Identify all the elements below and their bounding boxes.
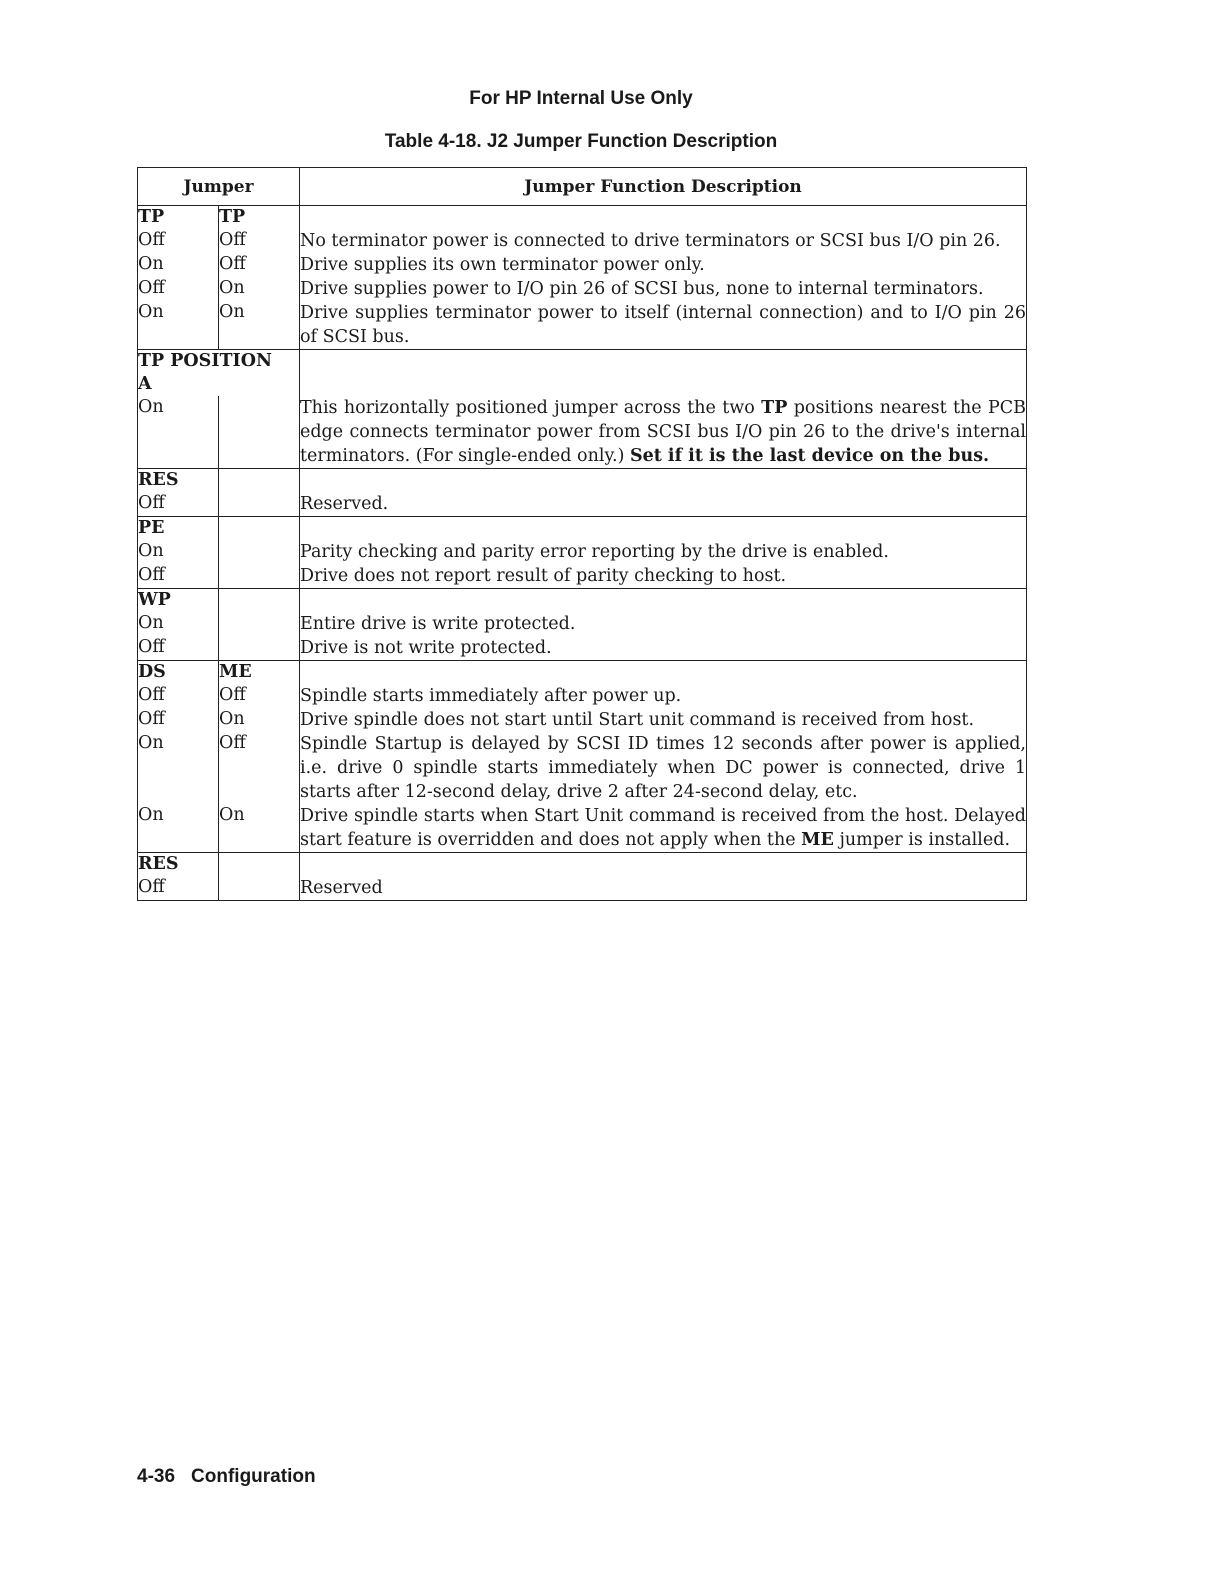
function-description: Drive does not report result of parity checking to host. [300,564,1027,589]
jumper-setting: On [138,612,219,636]
function-description: Spindle Startup is delayed by SCSI ID times 12 seconds after power is applied, i.e. drive 0 spindle starts immediately when DC power is connected, drive 1 starts after 12-second delay, drive 2 after 24-second delay, etc. [300,734,1026,802]
internal-use-notice: For HP Internal Use Only [469,88,693,109]
table-row [138,564,1027,589]
jumper-setting: On [219,277,300,301]
jumper-setting: On [138,804,219,853]
function-description: Drive spindle starts when Start Unit command is received from the host. Delayed start feature is overridden and does not apply when the ME jumper is installed. [300,804,1027,853]
function-description: Spindle starts immediately after power up. [300,684,1027,708]
jumper-label: RES [138,469,219,493]
function-description: Drive supplies terminator power to itself (internal connection) and to I/O pin 26 of SCSI bus. [300,301,1027,350]
function-description: Drive supplies power to I/O pin 26 of SCSI bus, none to internal terminators. [300,277,1027,301]
jumper-setting: Off [138,636,219,661]
jumper-label: PE [138,517,219,541]
jumper-setting: On [219,708,300,732]
table-header-row [138,168,1027,206]
table-row [138,253,1027,277]
table-caption: Table 4-18. J2 Jumper Function Description [384,131,778,152]
table-row [138,708,1027,732]
jumper-label: TP POSITION A [138,350,300,397]
function-description: Drive is not write protected. [300,636,1027,661]
column-header-description: Jumper Function Description [300,168,1027,206]
jumper-setting: Off [138,708,219,732]
table-row [138,301,1027,350]
jumper-label: TP [219,206,300,230]
section-header-row [138,661,1027,685]
function-description: Reserved [300,876,1027,901]
function-description: Reserved. [300,492,1027,517]
jumper-setting: On [138,301,219,350]
section-header-row [138,469,1027,493]
table-row [138,636,1027,661]
jumper-setting: On [138,732,219,804]
section-header-row [138,589,1027,613]
table-row [138,229,1027,253]
function-description: Drive supplies its own terminator power only. [300,253,1027,277]
function-description: Drive spindle does not start until Start unit command is received from host. [300,708,1027,732]
section-header-row [138,350,1027,397]
jumper-setting: Off [138,876,219,901]
table-row [138,396,1027,469]
table-row [138,876,1027,901]
jumper-setting: Off [219,684,300,708]
jumper-setting: On [219,301,300,350]
jumper-setting: On [138,253,219,277]
jumper-label: TP [138,206,219,230]
table-row [138,732,1027,804]
jumper-label: RES [138,853,219,877]
jumper-label: DS [138,661,219,685]
jumper-setting: Off [138,564,219,589]
jumper-setting: Off [219,229,300,253]
chapter-title: Configuration [191,1466,316,1487]
jumper-setting: On [219,804,300,853]
table-row [138,804,1027,853]
jumper-setting: Off [219,253,300,277]
jumper-label: WP [138,589,219,613]
page-footer [137,1466,332,1488]
jumper-setting: Off [138,684,219,708]
column-header-jumper: Jumper [138,168,300,206]
function-description: This horizontally positioned jumper across the two TP positions nearest the PCB edge connects terminator power from SCSI bus I/O pin 26 to the drive's internal terminators. (For single-ended only.) Set if it is the last device on the bus. [300,396,1027,469]
table-row [138,492,1027,517]
section-header-row [138,517,1027,541]
jumper-setting: On [138,396,219,469]
table-row [138,277,1027,301]
jumper-setting: Off [138,229,219,253]
section-header-row [138,206,1027,230]
table-row [138,540,1027,564]
jumper-setting: On [138,540,219,564]
page-number: 4-36 [137,1466,176,1487]
function-description: Entire drive is write protected. [300,612,1027,636]
table-row [138,612,1027,636]
jumper-function-table [137,167,1027,901]
jumper-label: ME [219,661,300,685]
function-description: Parity checking and parity error reporting by the drive is enabled. [300,540,1027,564]
function-description: No terminator power is connected to drive terminators or SCSI bus I/O pin 26. [300,229,1027,253]
jumper-setting: Off [219,732,300,804]
table-row [138,684,1027,708]
section-header-row [138,853,1027,877]
jumper-setting: Off [138,277,219,301]
jumper-setting: Off [138,492,219,517]
